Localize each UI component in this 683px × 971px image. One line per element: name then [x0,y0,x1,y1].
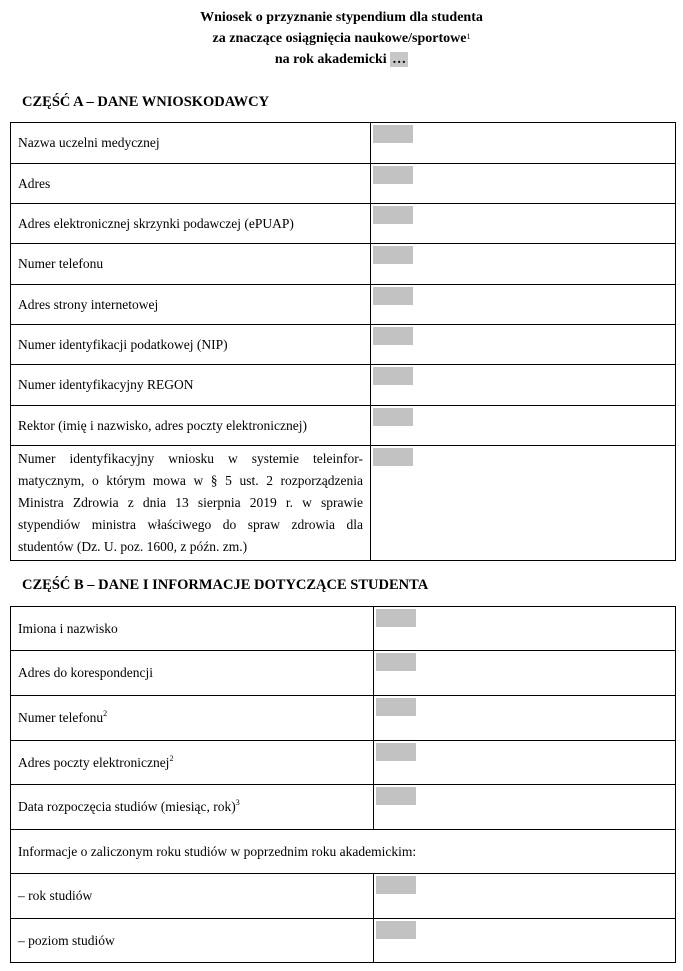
table-row [11,406,676,446]
value-cell [374,741,676,785]
row-label [11,607,374,651]
row-label [11,651,374,696]
value-cell [371,365,676,406]
row-label [11,741,374,785]
input-field[interactable] [376,698,416,716]
input-field[interactable] [373,327,413,345]
value-cell [371,204,676,244]
row-label-text: Numer telefonu [18,710,104,725]
table-row [11,919,676,963]
value-cell [374,651,676,696]
section-b-heading: CZĘŚĆ B – DANE I INFORMACJE DOTYCZĄCE STUDENTA [22,577,429,593]
row-label-text: Adres poczty elektronicznej [18,754,170,770]
row-label [11,785,374,830]
footnote-ref-1: 1 [466,32,471,41]
value-cell [374,696,676,741]
value-cell [371,123,676,164]
academic-year-field[interactable]: … [392,52,407,67]
table-row [11,244,676,285]
input-field[interactable] [373,206,413,224]
row-label: – rok studiów [11,874,374,919]
row-label: Numer telefonu [11,244,371,285]
input-field[interactable] [373,166,413,184]
section-a-table [10,122,676,561]
input-field[interactable] [373,367,413,385]
table-row [11,696,676,741]
input-field[interactable] [376,743,416,761]
value-cell [374,874,676,919]
value-cell [371,446,676,561]
title-line-2 [0,28,683,49]
row-label: Nazwa uczelni medycznej [11,123,371,164]
form-title [0,7,683,70]
footnote-ref-2: 2 [103,709,108,718]
info-row-label: Informacje o zaliczonym roku studiów w poprzednim roku akademickim: [11,830,676,874]
input-field[interactable] [373,408,413,426]
input-field[interactable] [373,125,413,143]
row-label [11,696,374,741]
table-row [11,651,676,696]
input-field[interactable] [373,246,413,264]
input-field[interactable] [373,287,413,305]
row-label: Numer identyfikacyjny REGON [11,365,371,406]
row-label: Numer identyfikacyjny wniosku w systemie teleinfor-matycznym, o którym mowa w § 5 ust. 2 rozporządzenia Ministra Zdrowia z dnia 13 sierpnia 2019 r. w sprawie stypendiów ministra właściwego do spraw zdrowia dla studentów (Dz. U. poz. 1600, z późn. zm.) [11,446,371,561]
table-row [11,325,676,365]
row-label: Rektor (imię i nazwisko, adres poczty elektronicznej) [11,406,371,446]
table-row [11,874,676,919]
input-field[interactable] [373,448,413,466]
table-row [11,830,676,874]
table-row [11,785,676,830]
table-row [11,607,676,651]
table-row [11,446,676,561]
row-label: Adres elektronicznej skrzynki podawczej (ePUAP) [11,204,371,244]
value-cell [371,285,676,325]
row-label: Numer identyfikacji podatkowej (NIP) [11,325,371,365]
title-line-3 [0,49,683,70]
input-field[interactable] [376,653,416,671]
value-cell [374,785,676,830]
title-line-2-text: za znaczące osiągnięcia naukowe/sportowe [212,31,467,46]
table-row [11,164,676,204]
value-cell [371,164,676,204]
input-field[interactable] [376,609,416,627]
footnote-ref-3: 3 [235,798,240,807]
section-a-heading: CZĘŚĆ A – DANE WNIOSKODAWCY [22,94,270,110]
row-label: Adres [11,164,371,204]
value-cell [371,406,676,446]
row-label-text: Data rozpoczęcia studiów (miesiąc, rok) [18,799,236,814]
value-cell [371,325,676,365]
row-label: Adres strony internetowej [11,285,371,325]
input-field[interactable] [376,921,416,939]
value-cell [371,244,676,285]
row-label: – poziom studiów [11,919,374,963]
table-row [11,285,676,325]
title-line-3-text: na rok akademicki [274,52,387,67]
table-row [11,741,676,785]
table-row [11,365,676,406]
row-label-text: Imiona i nazwisko [18,620,118,636]
input-field[interactable] [376,876,416,894]
value-cell [374,919,676,963]
row-label-text: Adres do korespondencji [18,665,153,680]
value-cell [374,607,676,651]
table-row [11,123,676,164]
title-line-1: Wniosek o przyznanie stypendium dla studenta [200,10,483,25]
footnote-ref-2: 2 [169,753,174,763]
section-b-table [10,606,676,963]
table-row [11,204,676,244]
input-field[interactable] [376,787,416,805]
